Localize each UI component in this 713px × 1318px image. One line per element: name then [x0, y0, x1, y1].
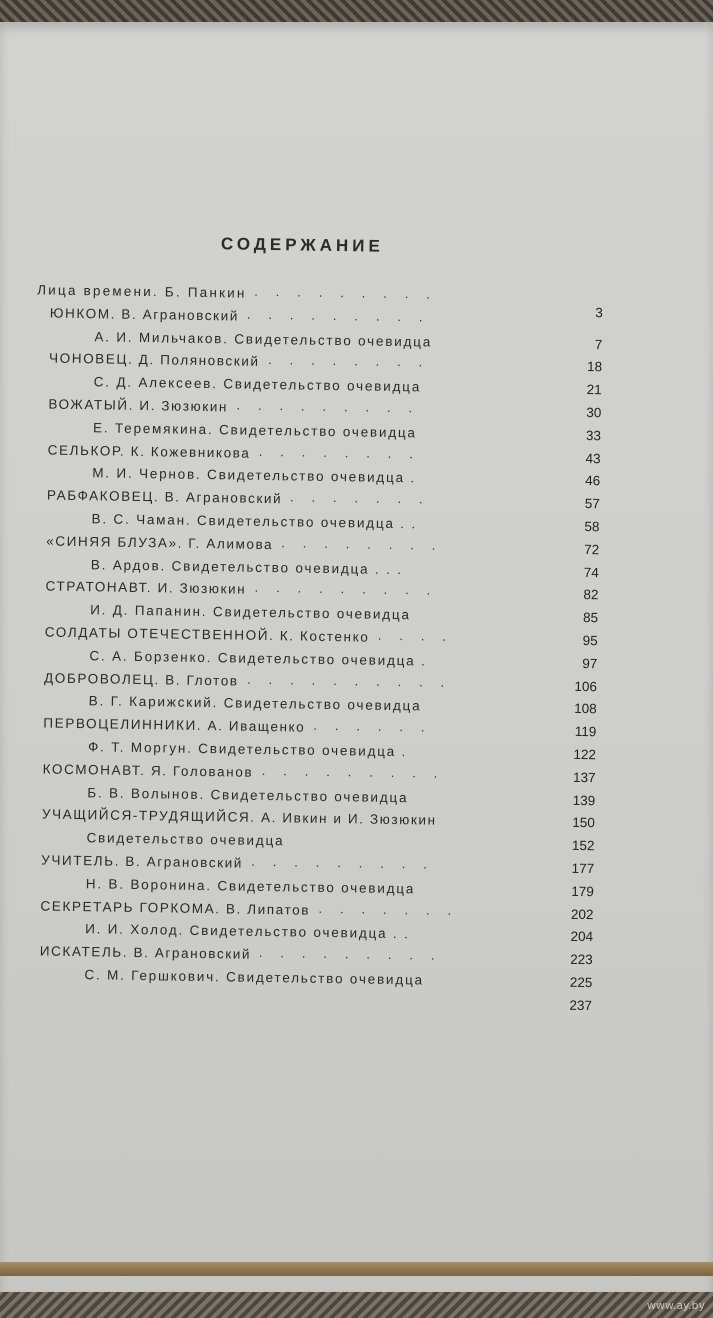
- toc-entry-page-number: 237: [569, 997, 593, 1013]
- toc-entry-leader-dots: . . . . . . .: [318, 900, 459, 918]
- toc-entry-leader-dots: . . . . . . . .: [258, 443, 421, 461]
- toc-entry-text: СЕЛЬКОР. К. Кожевникова: [47, 442, 251, 461]
- toc-entry-text: ИСКАТЕЛЬ. В. Аграновский: [39, 943, 252, 962]
- toc-entry-text: Лица времени. Б. Панкин: [37, 282, 247, 301]
- toc-entry-page-number: 204: [570, 929, 594, 945]
- page-content: [0, 17, 713, 1298]
- toc-entry-page-number: 137: [572, 769, 596, 785]
- toc-entry-leader-dots: . . . . . . . . .: [258, 945, 442, 963]
- toc-entry-leader-dots: . . . . . . . . .: [251, 853, 435, 872]
- toc-entry-leader-dots: . . . . . . . . .: [254, 283, 438, 302]
- toc-entry-page-number: 150: [572, 815, 595, 831]
- toc-entry-page-number: 3: [595, 305, 604, 321]
- toc-entry-text: УЧИТЕЛЬ. В. Аграновский: [41, 852, 244, 871]
- toc-entry-leader-dots: . . . . . . . . .: [236, 397, 420, 416]
- toc-entry-text: Е. Теремякина. Свидетельство очевидца: [92, 420, 417, 441]
- toc-entry-page-number: 122: [573, 746, 597, 763]
- toc-entry-page-number: 43: [585, 450, 601, 466]
- toc-entry-page-number: 177: [571, 860, 595, 877]
- toc-entry-page-number: 106: [574, 678, 598, 694]
- toc-entry-page-number: 95: [582, 632, 598, 649]
- toc-entry-text: «СИНЯЯ БЛУЗА». Г. Алимова: [46, 533, 274, 552]
- toc-entry-text: Б. В. Волынов. Свидетельство очевидца: [87, 784, 409, 805]
- toc-entry-text: КОСМОНАВТ. Я. Голованов: [42, 761, 254, 780]
- toc-entry-text: ЮНКОМ. В. Аграновский: [49, 305, 240, 324]
- toc-entry-leader-dots: . . . . . . . . .: [254, 580, 438, 599]
- toc-entry-leader-dots: . . . . . . . . .: [246, 306, 430, 325]
- watermark: www.ay.by: [646, 1299, 705, 1312]
- toc-entry-leader-dots: . . . . . . . .: [267, 352, 430, 370]
- toc-entry-page-number: 223: [570, 951, 593, 968]
- toc-entry-page-number: 82: [583, 587, 599, 603]
- toc-entry-text: В. С. Чаман. Свидетельство очевидца . .: [91, 511, 418, 532]
- toc-entry-text: СОЛДАТЫ ОТЕЧЕСТВЕННОЙ. К. Костенко: [44, 624, 370, 645]
- toc-entry-page-number: 57: [584, 496, 601, 512]
- toc-entry-page-number: 21: [586, 382, 602, 398]
- toc-entry-leader-dots: . . . . . .: [313, 717, 432, 735]
- toc-entry-text: В. Г. Карижский. Свидетельство очевидца: [88, 693, 422, 714]
- toc-entry-page-number: 152: [571, 837, 595, 854]
- toc-title: СОДЕРЖАНИЕ: [220, 234, 384, 256]
- toc-entry-text: Свидетельство очевидца: [86, 830, 285, 849]
- toc-entry-page-number: 202: [570, 906, 594, 922]
- toc-list: [0, 279, 713, 1020]
- toc-entry-text: Н. В. Воронина. Свидетельство очевидца: [85, 875, 416, 897]
- toc-entry-text: ДОБРОВОЛЕЦ. В. Глотов: [43, 670, 239, 689]
- toc-entry-page-number: 46: [585, 473, 601, 489]
- toc-entry-page-number: 30: [586, 404, 602, 421]
- toc-entry-text: ВОЖАТЫЙ. И. Зюзюкин: [48, 396, 229, 415]
- toc-entry-page-number: 225: [569, 974, 593, 991]
- toc-entry-page-number: 33: [585, 427, 602, 444]
- toc-entry-text: И. Д. Папанин. Свидетельство очевидца: [90, 602, 411, 623]
- toc-entry-text: С. Д. Алексеев. Свидетельство очевидца: [93, 374, 422, 395]
- toc-entry-text: ПЕРВОЦЕЛИННИКИ. А. Иващенко: [43, 715, 306, 735]
- toc-entry-text: В. Ардов. Свидетельство очевидца . . .: [90, 556, 403, 577]
- toc-entry-page-number: 72: [584, 541, 600, 557]
- toc-entry-page-number: 97: [582, 655, 598, 671]
- toc-entry-page-number: 58: [584, 518, 600, 535]
- toc-entry-text: РАБФАКОВЕЦ. В. Аграновский: [46, 487, 283, 507]
- toc-entry-page-number: 85: [582, 610, 599, 626]
- toc-entry-page-number: 139: [572, 792, 596, 808]
- toc-entry-text: А. И. Мильчаков. Свидетельство очевидца: [94, 328, 433, 350]
- toc-entry-page-number: 74: [583, 564, 599, 580]
- toc-entry-page-number: 179: [571, 883, 594, 899]
- toc-entry-page-number: 108: [574, 701, 597, 717]
- toc-entry-text: И. И. Холод. Свидетельство очевидца . .: [85, 921, 410, 942]
- page-edge: [0, 1262, 713, 1276]
- toc-entry-text: С. А. Борзенко. Свидетельство очевидца .: [89, 647, 427, 669]
- toc-entry-leader-dots: . . . . . . . . .: [261, 762, 445, 781]
- toc-entry-leader-dots: . . . .: [377, 627, 454, 644]
- toc-entry-text: Ф. Т. Моргун. Свидетельство очевидца .: [87, 739, 408, 760]
- toc-entry-text: УЧАЩИЙСЯ-ТРУДЯЩИЙСЯ. А. Ивкин и И. Зюзюкин: [41, 806, 437, 829]
- toc-entry-page-number: 18: [586, 359, 603, 375]
- toc-entry-leader-dots: . . . . . . . . . .: [246, 671, 452, 690]
- toc-entry-text: СЕКРЕТАРЬ ГОРКОМА. В. Липатов: [40, 898, 311, 918]
- toc-entry-leader-dots: . . . . . . . .: [281, 534, 443, 553]
- toc-entry-text: С. М. Гершкович. Свидетельство очевидца: [84, 967, 424, 988]
- toc-entry-page-number: 119: [574, 723, 597, 740]
- book-page: [0, 22, 713, 1292]
- toc-entry-text: СТРАТОНАВТ. И. Зюзюкин: [45, 578, 247, 598]
- toc-entry-leader-dots: . . . . . . .: [289, 489, 430, 507]
- toc-entry-page-number: 7: [594, 336, 603, 352]
- toc-entry-text: М. И. Чернов. Свидетельство очевидца .: [92, 465, 417, 486]
- toc-entry-text: ЧОНОВЕЦ. Д. Поляновский: [48, 350, 260, 370]
